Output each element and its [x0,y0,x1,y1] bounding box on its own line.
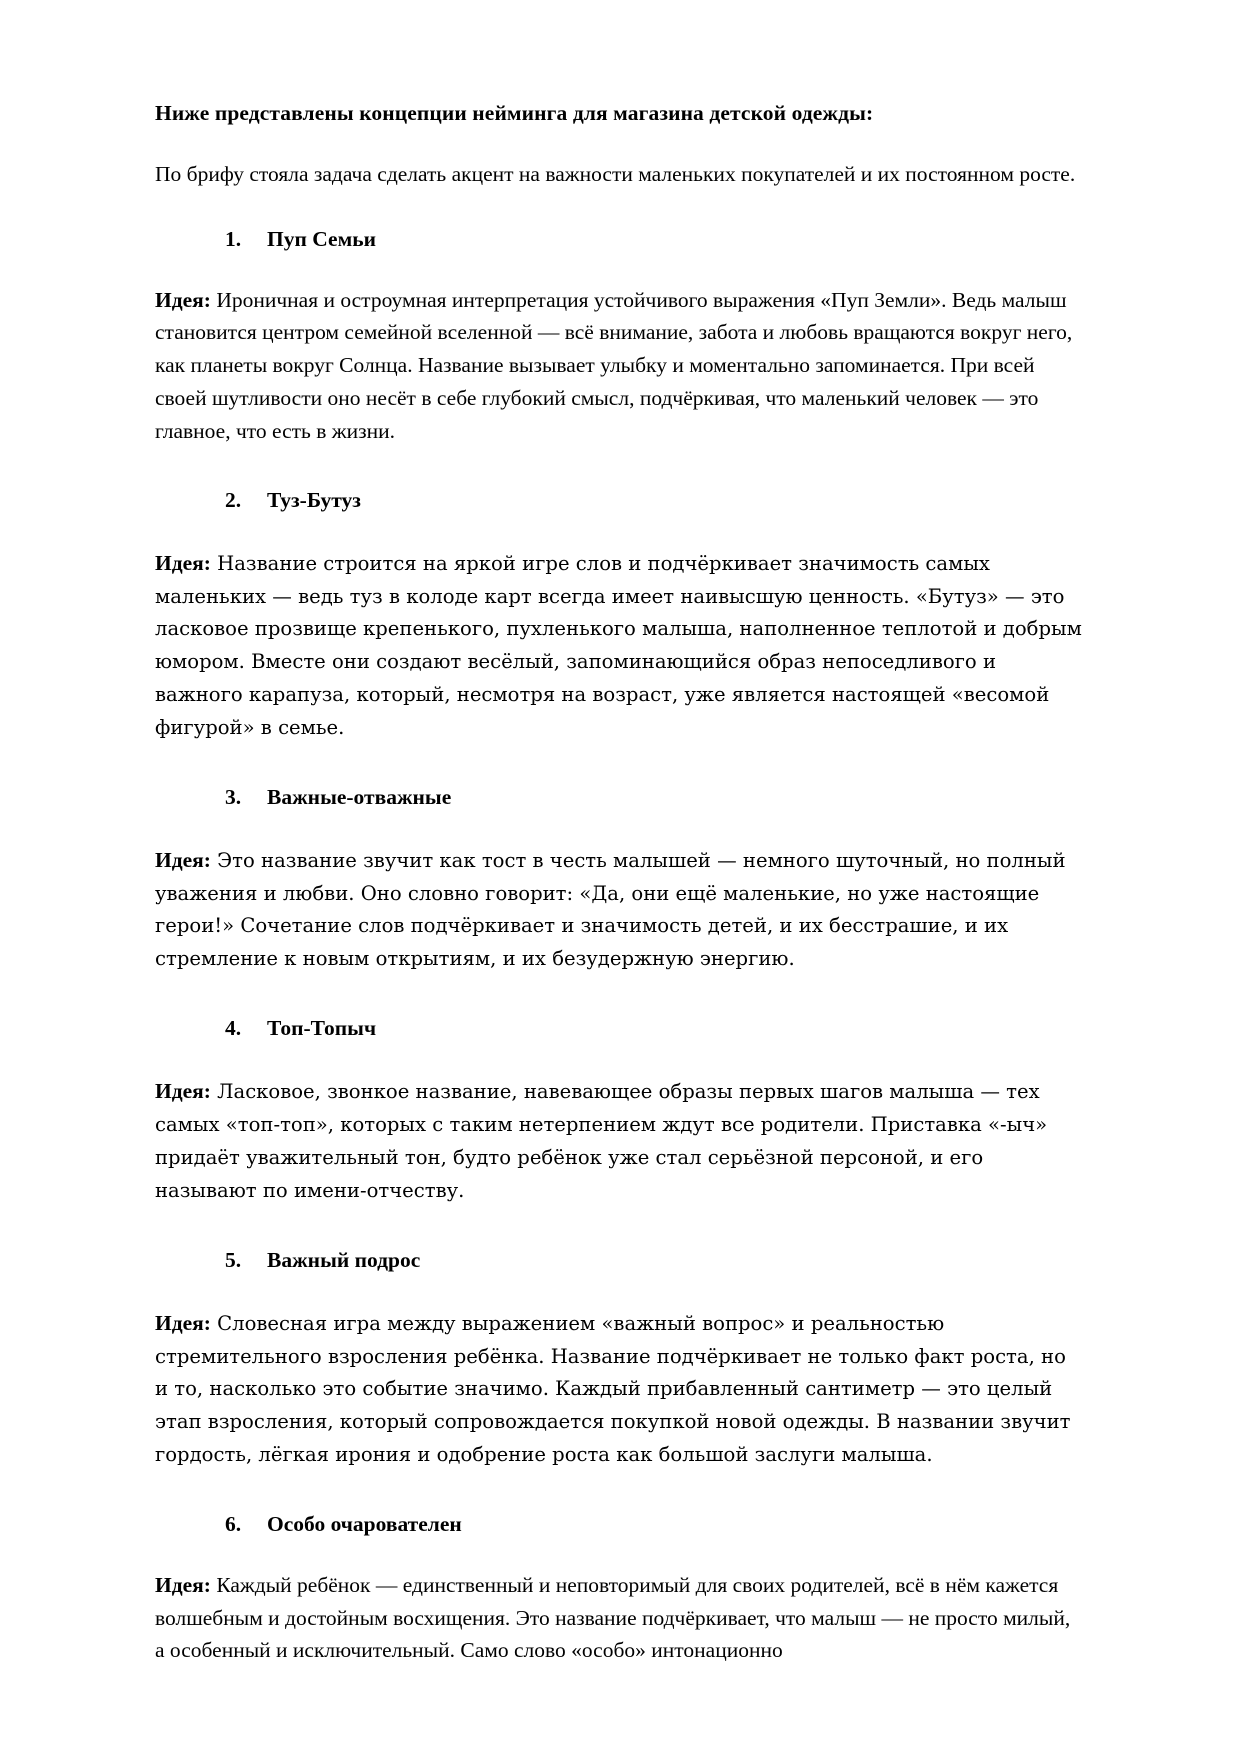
document-title: Ниже представлены концепции нейминга для магазина детской одежды: [155,101,874,125]
concept-number: 3. [225,784,242,809]
idea-label: Идея: [155,550,211,575]
idea-label: Идея: [155,847,211,872]
concept-heading [155,1014,1085,1043]
idea-text: Ироничная и остроумная интерпретация устойчивого выражения «Пуп Земли». Ведь малыш становится центром семейной вселенной — всё внимание, забота и любовь вращаются вокруг него, как планеты вокруг Солнца. Название вызывает улыбку и моментально запоминается. При всей своей шутливости оно несёт в себе глубокий смысл, подчёркивая, что маленький человек — это главное, что есть в жизни. [155,287,1073,443]
concept-number: 6. [225,1511,242,1536]
idea-text: Каждый ребёнок — единственный и неповторимый для своих родителей, всё в нём кажется волшебным и достойным восхищения. Это название подчёркивает, что малыш — не просто милый, а особенный и исключительный. Само слово «особо» интонационно [155,1572,1071,1663]
concept-number: 4. [225,1016,242,1041]
concept-body [155,1305,1085,1472]
concept-body [155,545,1085,745]
concept-body [155,284,1085,448]
concept-number: 1. [225,226,242,251]
idea-label: Идея: [155,1079,211,1104]
idea-text: Это название звучит как тост в честь малышей — немного шуточный, но полный уважения и любви. Оно словно говорит: «Да, они ещё маленькие, но уже настоящие герои!» Сочетание слов подчёркивает и значимость детей, и их бесстрашие, и их стремление к новым открытиям, и их безудержную энергию. [155,848,1066,971]
concept-heading [155,1510,1085,1539]
idea-text: Название строится на яркой игре слов и подчёркивает значимость самых маленьких — ведь туз в колоде карт всегда имеет наивысшую ценность. «Бутуз» — это ласковое прозвище крепенького, пухленького малыша, наполненное теплотой и добрым юмором. Вместе они создают весёлый, запоминающийся образ непоседливого и важного карапуза, который, несмотря на возраст, уже является настоящей «весомой фигурой» в семье. [155,551,1082,739]
concept-item [155,486,1085,745]
concept-item [155,1510,1085,1667]
concept-title: Туз-Бутуз [267,487,361,512]
concept-heading [155,783,1085,812]
concept-heading [155,486,1085,515]
concept-list [155,225,1085,1668]
concept-title: Пуп Семьи [267,226,376,251]
idea-label: Идея: [155,1572,211,1597]
concept-title: Топ-Топыч [267,1016,377,1041]
concept-number: 2. [225,487,242,512]
concept-item [155,783,1085,976]
concept-number: 5. [225,1247,242,1272]
concept-heading [155,225,1085,254]
concept-item [155,225,1085,448]
idea-label: Идея: [155,1310,211,1335]
concept-body [155,1073,1085,1207]
concept-title: Важный подрос [267,1247,421,1272]
concept-item [155,1014,1085,1207]
concept-body [155,842,1085,976]
concept-body [155,1569,1085,1667]
concept-item [155,1246,1085,1472]
idea-label: Идея: [155,287,211,312]
intro-paragraph: По брифу стояла задача сделать акцент на важности маленьких покупателей и их постоянном росте. [155,161,1076,186]
idea-text: Словесная игра между выражением «важный вопрос» и реальностью стремительного взросления ребёнка. Название подчёркивает не только факт роста, но и то, насколько это событие значимо. Каждый прибавленный сантиметр — это целый этап взросления, который сопровождается покупкой новой одежды. В названии звучит гордость, лёгкая ирония и одобрение роста как большой заслуги малыша. [155,1311,1071,1466]
idea-text: Ласковое, звонкое название, навевающее образы первых шагов малыша — тех самых «топ-топ», которых с таким нетерпением ждут все родители. Приставка «-ыч» придаёт уважительный тон, будто ребёнок уже стал серьёзной персоной, и его называют по имени-отчеству. [155,1080,1048,1202]
concept-heading [155,1246,1085,1275]
concept-title: Особо очарователен [267,1511,462,1536]
concept-title: Важные-отважные [267,784,452,809]
document-content [155,100,1085,1705]
